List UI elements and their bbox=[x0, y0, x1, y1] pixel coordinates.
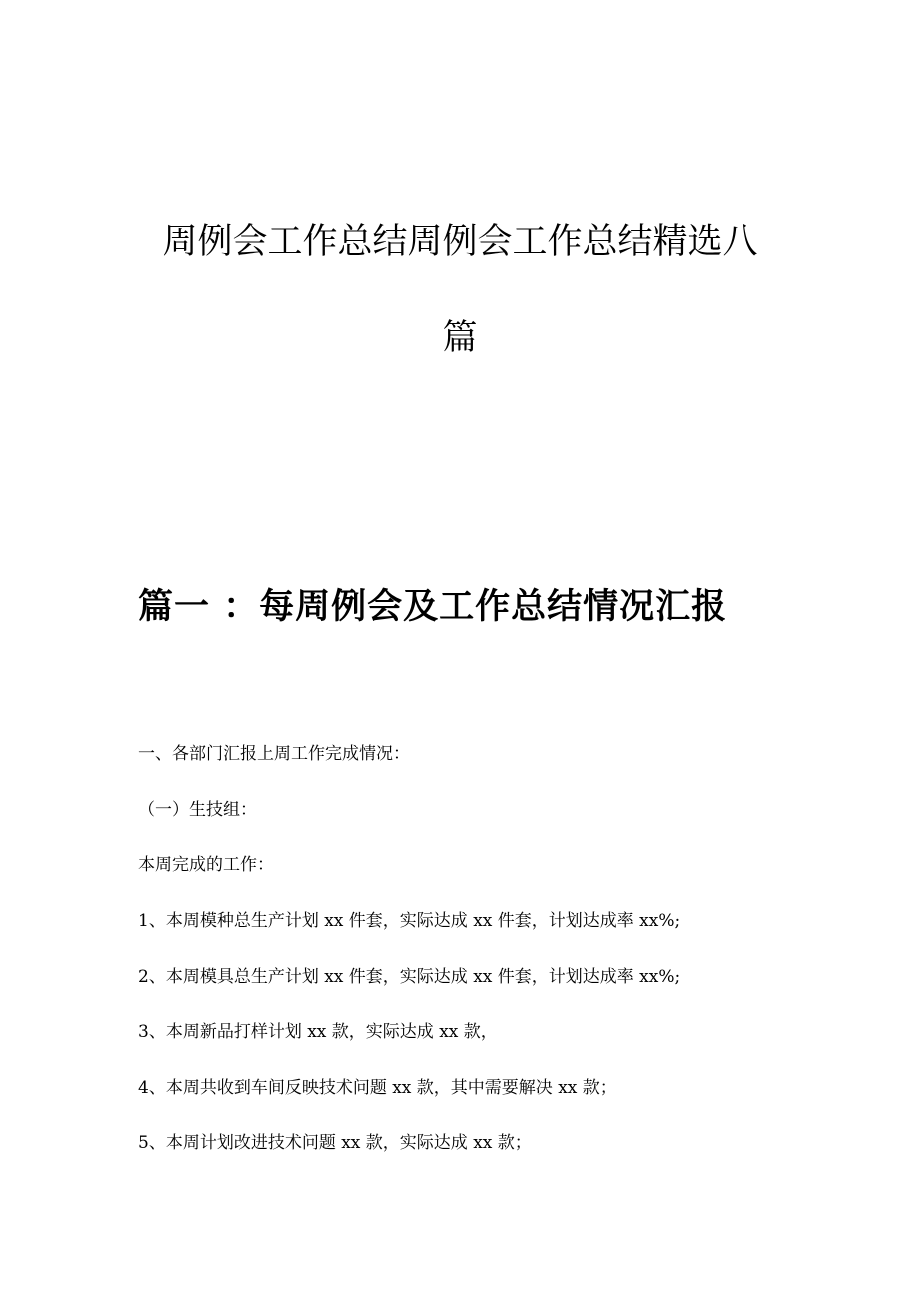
document-title-line-1: 周例会工作总结周例会工作总结精选八 bbox=[162, 222, 758, 262]
section-heading: 篇一 ：每周例会及工作总结情况汇报 bbox=[138, 586, 728, 627]
paragraph-item-3: 3、本周新品打样计划 xx 款，实际达成 xx 款， bbox=[138, 1022, 498, 1042]
paragraph-item-2: 2、本周模具总生产计划 xx 件套，实际达成 xx 件套，计划达成率 xx%; bbox=[138, 967, 681, 987]
paragraph-report-intro: 一、各部门汇报上周工作完成情况： bbox=[138, 744, 410, 764]
paragraph-item-1: 1、本周模种总生产计划 xx 件套，实际达成 xx 件套，计划达成率 xx%; bbox=[138, 911, 681, 931]
document-title-line-2: 篇 bbox=[442, 318, 478, 358]
paragraph-completed-work: 本周完成的工作： bbox=[138, 855, 274, 875]
paragraph-item-5: 5、本周计划改进技术问题 xx 款，实际达成 xx 款； bbox=[138, 1133, 532, 1153]
paragraph-group-name: （一）生技组： bbox=[138, 800, 257, 820]
paragraph-item-4: 4、本周共收到车间反映技术问题 xx 款，其中需要解决 xx 款； bbox=[138, 1078, 617, 1098]
